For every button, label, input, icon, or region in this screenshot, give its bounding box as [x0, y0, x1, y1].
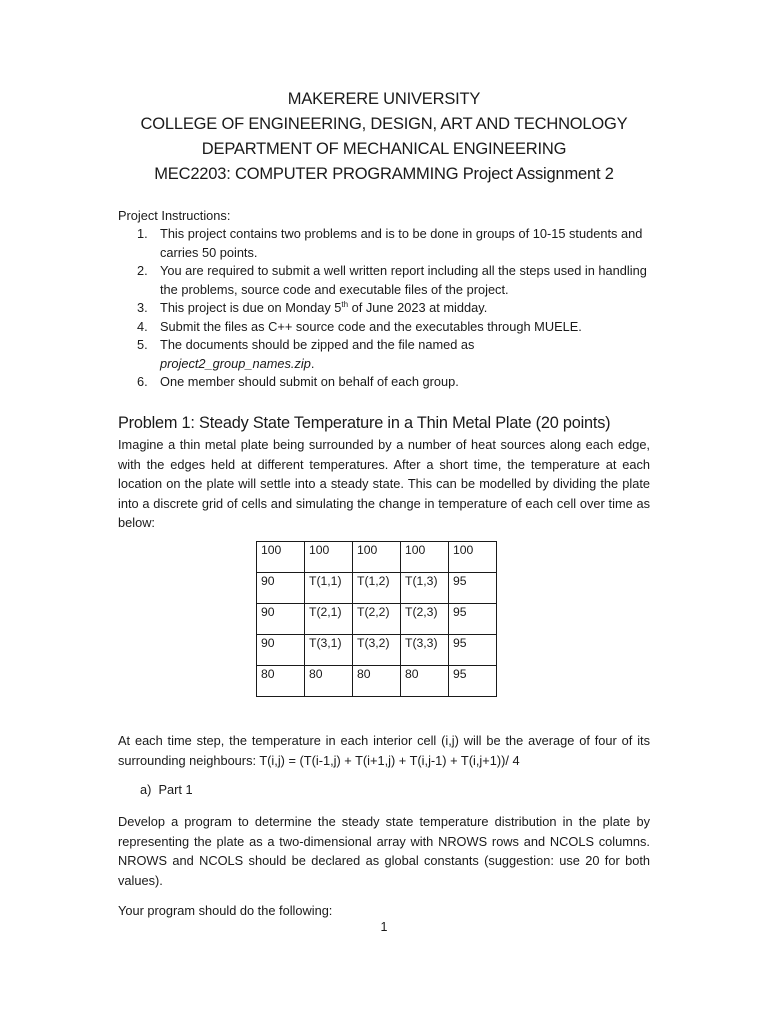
grid-row: [257, 604, 497, 635]
instructions-title: Project Instructions:: [118, 208, 231, 223]
instruction-item: [118, 262, 654, 299]
grid-row: [257, 635, 497, 666]
grid-row: [257, 573, 497, 604]
grid-cell: 90: [257, 604, 305, 635]
project-instructions: [118, 206, 654, 392]
problem-1-intro: Imagine a thin metal plate being surrounded by a number of heat sources along each edge, with the edges held at different temperatures. After a short time, the temperature at each location on the plate will settle into a steady state. This can be modelled by dividing the plate into a discrete grid of cells and simulating the change in temperature of each cell over time as below:: [118, 437, 650, 530]
grid-cell: T(2,3): [401, 604, 449, 635]
grid-cell: T(3,3): [401, 635, 449, 666]
grid-cell: 80: [257, 666, 305, 697]
college-name: COLLEGE OF ENGINEERING, DESIGN, ART AND TECHNOLOGY: [140, 115, 628, 133]
instruction-item: [118, 318, 654, 337]
grid-cell: 90: [257, 635, 305, 666]
instruction-item: [118, 373, 654, 392]
instruction-item: [118, 225, 654, 262]
instruction-item: [118, 336, 654, 373]
grid-cell: 95: [449, 604, 497, 635]
grid-cell: T(1,1): [305, 573, 353, 604]
part-a-heading: [140, 780, 193, 799]
item-text: This project contains two problems and is to be done in groups of 10-15 students and carries 50 points.: [160, 226, 643, 260]
part-a-label: a): [140, 782, 152, 797]
item-number: 5.: [137, 337, 148, 352]
grid-cell: 100: [305, 542, 353, 573]
grid-row: [257, 666, 497, 697]
grid-cell: 100: [257, 542, 305, 573]
item-text: You are required to submit a well written report including all the steps used in handling the problems, source code and executable files of the project.: [160, 263, 647, 297]
grid-cell: 90: [257, 573, 305, 604]
item-number: 4.: [137, 318, 148, 334]
item-text: Submit the files as C++ source code and the executables through MUELE.: [160, 318, 582, 334]
grid-cell: 80: [401, 666, 449, 697]
grid-cell: 95: [449, 666, 497, 697]
grid-cell: 80: [305, 666, 353, 697]
grid-cell: T(3,2): [353, 635, 401, 666]
item-text: The documents should be zipped and the file named as: [160, 337, 475, 352]
part-a-description: Develop a program to determine the steady state temperature distribution in the plate by representing the plate as a two-dimensional array with NROWS rows and NCOLS columns. NROWS and NCOLS should be declared as global constants (suggestion: use 20 for both values).: [118, 814, 650, 888]
item-number: 1.: [137, 226, 148, 241]
grid-cell: 100: [449, 542, 497, 573]
grid-cell: 100: [401, 542, 449, 573]
page-number: 1: [380, 920, 388, 934]
university-name: MAKERERE UNIVERSITY: [287, 90, 481, 108]
item-text-tail: .: [310, 355, 315, 371]
item-text-post: of June 2023 at midday.: [348, 300, 488, 315]
grid-cell: 80: [353, 666, 401, 697]
grid-cell: T(1,3): [401, 573, 449, 604]
item-number: 6.: [137, 374, 148, 389]
department-name: DEPARTMENT OF MECHANICAL ENGINEERING: [201, 140, 567, 158]
grid-cell: 95: [449, 635, 497, 666]
item-number: 3.: [137, 300, 148, 315]
time-step-paragraph: At each time step, the temperature in each interior cell (i,j) will be the average of four of its surrounding neighbours: T(i,j) = (T(i-1,j) + T(i+1,j) + T(i,j-1) + T(i,j+1))/ 4: [118, 733, 650, 768]
grid-row: [257, 542, 497, 573]
item-text-pre: This project is due on Monday 5: [160, 300, 342, 315]
grid-cell: 95: [449, 573, 497, 604]
ordinal-suffix: th: [341, 300, 349, 309]
course-title: MEC2203: COMPUTER PROGRAMMING Project Assignment 2: [154, 165, 614, 183]
grid-cell: T(3,1): [305, 635, 353, 666]
program-requirements-lead: Your program should do the following:: [118, 903, 333, 918]
instruction-item: [118, 299, 654, 318]
grid-cell: T(2,1): [305, 604, 353, 635]
item-number: 2.: [137, 263, 148, 278]
zip-file-name: project2_group_names.zip: [160, 355, 311, 371]
document-header: [0, 87, 768, 187]
item-text: One member should submit on behalf of each group.: [160, 374, 459, 389]
part-a-title: Part 1: [158, 782, 193, 797]
grid-cell: 100: [353, 542, 401, 573]
grid-cell: T(1,2): [353, 573, 401, 604]
problem-1-title: Problem 1: Steady State Temperature in a Thin Metal Plate (20 points): [118, 414, 611, 432]
grid-cell: T(2,2): [353, 604, 401, 635]
instructions-list: [118, 225, 654, 392]
temperature-grid-table: [256, 541, 497, 697]
temperature-grid-body: [257, 542, 497, 697]
